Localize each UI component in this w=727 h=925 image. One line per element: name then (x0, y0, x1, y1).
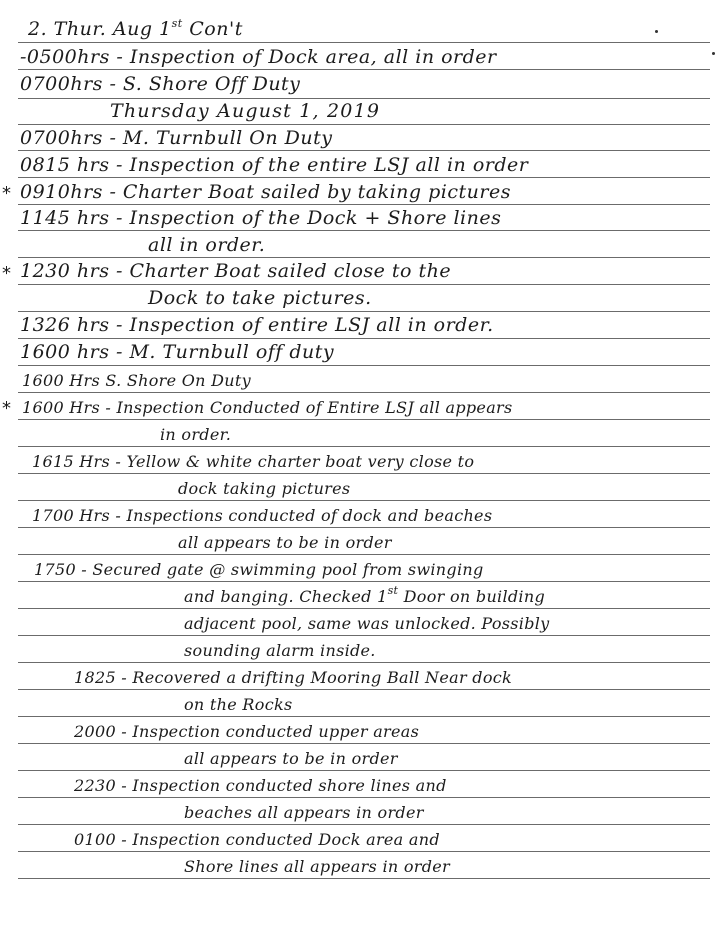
log-line: 0700hrs - S. Shore Off Duty (20, 73, 301, 95)
ruled-line (18, 635, 710, 636)
ruled-line (18, 878, 710, 879)
ruled-line (18, 581, 710, 582)
ruled-line (18, 851, 710, 852)
ruled-line (18, 284, 710, 285)
star-marker: * (2, 398, 11, 419)
ruled-line (18, 98, 710, 99)
ruled-line (18, 419, 710, 420)
log-line: adjacent pool, same was unlocked. Possibly (184, 614, 550, 633)
log-line: all in order. (148, 234, 266, 256)
log-date-heading: Thursday August 1, 2019 (110, 100, 381, 122)
ruled-line (18, 177, 710, 178)
ruled-line (18, 689, 710, 690)
star-marker: * (2, 183, 11, 204)
log-line: 0910hrs - Charter Boat sailed by taking pictures (20, 181, 511, 203)
ruled-line (18, 608, 710, 609)
log-header: 2. Thur. Aug 1st Con't (28, 17, 243, 40)
log-line: in order. (160, 425, 232, 444)
ruled-line (18, 392, 710, 393)
ruled-line (18, 204, 710, 205)
ruled-line (18, 124, 710, 125)
ruled-line (18, 150, 710, 151)
log-line: 1825 - Recovered a drifting Mooring Ball Near dock (74, 668, 513, 687)
log-line: all appears to be in order (178, 533, 392, 552)
log-line: 1600 Hrs - Inspection Conducted of Entire LSJ all appears (22, 398, 513, 417)
ruled-line (18, 527, 710, 528)
log-line: sounding alarm inside. (184, 641, 376, 660)
stray-dot (655, 30, 658, 33)
log-line: beaches all appears in order (184, 803, 424, 822)
ruled-line (18, 743, 710, 744)
ruled-line (18, 311, 710, 312)
star-marker: * (2, 263, 11, 284)
ruled-line (18, 797, 710, 798)
ruled-line (18, 770, 710, 771)
log-line: 1600 hrs - M. Turnbull off duty (20, 341, 335, 363)
log-line: 1600 Hrs S. Shore On Duty (22, 371, 251, 390)
ruled-line (18, 338, 710, 339)
log-line: 2000 - Inspection conducted upper areas (74, 722, 420, 741)
log-line: all appears to be in order (184, 749, 398, 768)
log-line: 0700hrs - M. Turnbull On Duty (20, 127, 333, 149)
log-line: 1326 hrs - Inspection of entire LSJ all in order. (20, 314, 494, 336)
log-line: 1750 - Secured gate @ swimming pool from swinging (34, 560, 484, 579)
log-line: and banging. Checked 1st Door on building (184, 584, 545, 606)
log-line: 1700 Hrs - Inspections conducted of dock and beaches (32, 506, 493, 525)
log-line: 1145 hrs - Inspection of the Dock + Shore lines (20, 207, 502, 229)
log-line: -0500hrs - Inspection of Dock area, all in order (20, 46, 497, 68)
ruled-line (18, 257, 710, 258)
ruled-line (18, 662, 710, 663)
ruled-line (18, 716, 710, 717)
log-line: dock taking pictures (178, 479, 351, 498)
ruled-line (18, 500, 710, 501)
ruled-line (18, 69, 710, 70)
ruled-line (18, 473, 710, 474)
log-line: 2230 - Inspection conducted shore lines and (74, 776, 447, 795)
ruled-line (18, 554, 710, 555)
ruled-line (18, 824, 710, 825)
log-line: 0100 - Inspection conducted Dock area and (74, 830, 440, 849)
log-line: Shore lines all appears in order (184, 857, 450, 876)
ruled-line (18, 446, 710, 447)
log-line: on the Rocks (184, 695, 293, 714)
log-line: 0815 hrs - Inspection of the entire LSJ all in order (20, 154, 529, 176)
ruled-line (18, 365, 710, 366)
log-line: 1615 Hrs - Yellow & white charter boat very close to (32, 452, 475, 471)
stray-dot (712, 52, 715, 55)
log-line: 1230 hrs - Charter Boat sailed close to the (20, 260, 452, 282)
ruled-line (18, 230, 710, 231)
ruled-line (18, 42, 710, 43)
log-line: Dock to take pictures. (148, 287, 372, 309)
